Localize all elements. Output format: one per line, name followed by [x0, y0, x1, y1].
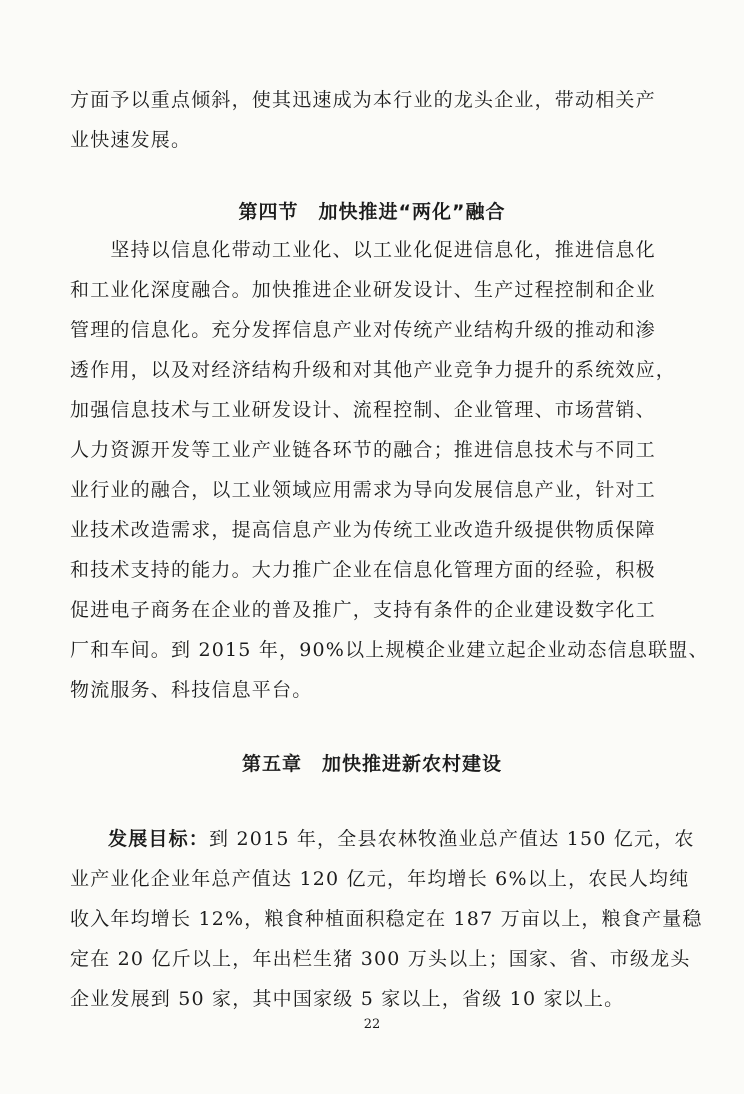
paragraph-line: 透作用，以及对经济结构升级和对其他产业竞争力提升的系统效应， — [70, 359, 677, 381]
paragraph-line: 业产业化企业年总产值达 120 亿元，年均增长 6%以上，农民人均纯 — [70, 868, 690, 890]
paragraph-line: 加强信息技术与工业研发设计、流程控制、企业管理、市场营销、 — [70, 399, 656, 421]
paragraph-line: 坚持以信息化带动工业化、以工业化促进信息化，推进信息化 — [70, 239, 656, 261]
paragraph-line: 方面予以重点倾斜，使其迅速成为本行业的龙头企业，带动相关产 — [70, 89, 656, 111]
paragraph-line: 业技术改造需求，提高信息产业为传统工业改造升级提供物质保障 — [70, 519, 656, 541]
paragraph-line — [108, 827, 695, 851]
paragraph-line: 业快速发展。 — [70, 129, 192, 151]
paragraph-line: 管理的信息化。充分发挥信息产业对传统产业结构升级的推动和渗 — [70, 319, 656, 341]
paragraph-line: 和工业化深度融合。加快推进企业研发设计、生产过程控制和企业 — [70, 279, 656, 301]
paragraph-line: 和技术支持的能力。大力推广企业在信息化管理方面的经验，积极 — [70, 559, 656, 581]
section-heading: 第四节 加快推进“两化”融合 — [238, 201, 506, 223]
chapter-heading: 第五章 加快推进新农村建设 — [241, 753, 502, 775]
paragraph-line: 企业发展到 50 家，其中国家级 5 家以上，省级 10 家以上。 — [70, 988, 625, 1010]
paragraph-line: 收入年均增长 12%，粮食种植面积稳定在 187 万亩以上，粮食产量稳 — [70, 908, 703, 930]
page-number: 22 — [363, 1017, 381, 1032]
paragraph-line: 定在 20 亿斤以上，年出栏生猪 300 万头以上；国家、省、市级龙头 — [70, 948, 691, 970]
paragraph-line: 物流服务、科技信息平台。 — [70, 679, 313, 701]
paragraph-line: 业行业的融合，以工业领域应用需求为导向发展信息产业，针对工 — [70, 479, 656, 501]
paragraph-line: 促进电子商务在企业的普及推广，支持有条件的企业建设数字化工 — [70, 599, 656, 621]
paragraph-text: 到 2015 年，全县农林牧渔业总产值达 150 亿元，农 — [209, 828, 695, 850]
development-goals-label: 发展目标： — [108, 828, 210, 850]
paragraph-line: 厂和车间。到 2015 年，90%以上规模企业建立起企业动态信息联盟、 — [70, 639, 709, 661]
paragraph-line: 人力资源开发等工业产业链各环节的融合；推进信息技术与不同工 — [70, 439, 656, 461]
